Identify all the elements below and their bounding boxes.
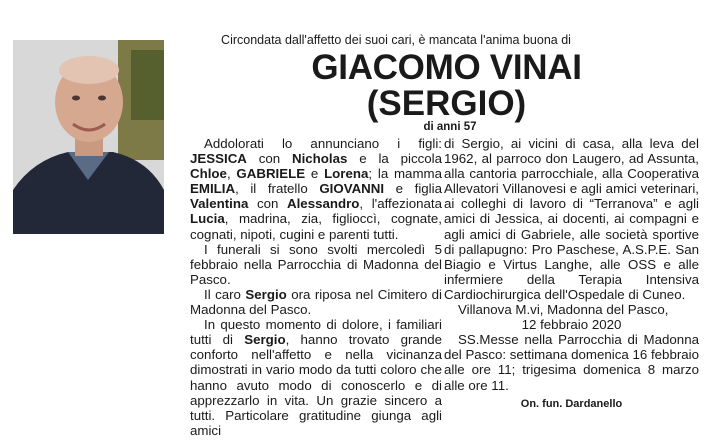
portrait-icon (13, 40, 164, 234)
bold-name: EMILIA (190, 181, 236, 197)
thanks-continued-paragraph: di Sergio, ai vicini di casa, alla leva del 1962, al parroco don Laugero, ad Assunta, alla cantoria parrocchiale, alla Cooperativa Allevatori Villanovesi e agli amici veterinari, ai colleghi di lavoro di “Terranova” e agli amici di Jessica, ai docenti, ai compagni e agli amici di Gabriele, alle società sportive di pallapugno: Pro Paschese, A.S.P.E. San Biagio e Virtus Langhe, alle OSS e alle infermiere della Terapia Intensiva Cardiochirurgica dell'Ospedale di Cuneo. (444, 136, 699, 302)
text-run: , il fratello (235, 181, 320, 197)
text-run: ora riposa nel Cimitero di Madonna del Pasco. (190, 286, 442, 318)
intro-text: Circondata dall'affetto dei suoi cari, è mancata l'anima buona di (221, 33, 571, 47)
text-run: , (226, 166, 237, 182)
date-line: 12 febbraio 2020 (521, 317, 622, 333)
text-run: e (305, 166, 325, 182)
text-run: In questo momento di dolore, i familiari tutti di (190, 317, 442, 348)
place-line: Villanova M.vi, Madonna del Pasco, (458, 302, 669, 318)
bold-name: Lucia (190, 211, 225, 227)
text-run: Il caro (204, 286, 246, 302)
text-run: ; la mamma (368, 166, 443, 182)
bold-name: Lorena (324, 166, 369, 182)
text-run: e la piccola (347, 151, 442, 167)
burial-paragraph (190, 287, 442, 317)
bold-name: JESSICA (190, 151, 247, 167)
bold-name: Chloe (190, 166, 227, 182)
bold-name: GABRIELE (236, 166, 306, 182)
text-run: con (246, 151, 292, 167)
family-paragraph (190, 136, 442, 242)
funeral-paragraph: I funerali si sono svolti mercoledì 5 febbraio nella Parrocchia di Madonna del Pasco. (190, 241, 442, 287)
masses-paragraph: SS.Messe nella Parrocchia di Madonna del Pasco: settimana domenica 16 febbraio alle ore 11; trigesima domenica 8 marzo alle ore 11. (444, 332, 700, 393)
text-run: Addolorati lo annunciano i figli: (204, 136, 442, 151)
text-run: , l'affezionata (359, 196, 443, 212)
portrait-photo (13, 40, 164, 234)
bold-name: Nicholas (291, 151, 348, 167)
bold-name: Alessandro (287, 196, 360, 212)
deceased-name: GIACOMO VINAI (311, 48, 582, 87)
thanks-paragraph (190, 317, 442, 438)
bold-name: GIOVANNI (319, 181, 385, 197)
text-run: , hanno trovato grande conforto nell'affetto e nella vicinanza dimostrati in vario modo da tutti coloro che hanno avuto modo di conoscerlo e di apprezzarlo in vita. Un grazie sincero a tutti. Particolare gratitudine giunga agli amici (190, 332, 443, 438)
text-run: , madrina, zia, figlioccì, cognate, cognati, nipoti, cugini e parenti tutti. (190, 211, 442, 242)
bold-name: Sergio (244, 332, 286, 348)
text-run: e figlia (384, 181, 442, 197)
bold-name: Sergio (245, 286, 287, 302)
left-column (190, 136, 442, 438)
deceased-age: di anni 57 (423, 121, 477, 133)
deceased-nickname: (SERGIO) (366, 84, 527, 123)
right-column (444, 136, 699, 393)
text-run: con (248, 196, 287, 212)
funeral-home-signature: On. fun. Dardanello (520, 398, 623, 410)
bold-name: Valentina (190, 196, 249, 212)
